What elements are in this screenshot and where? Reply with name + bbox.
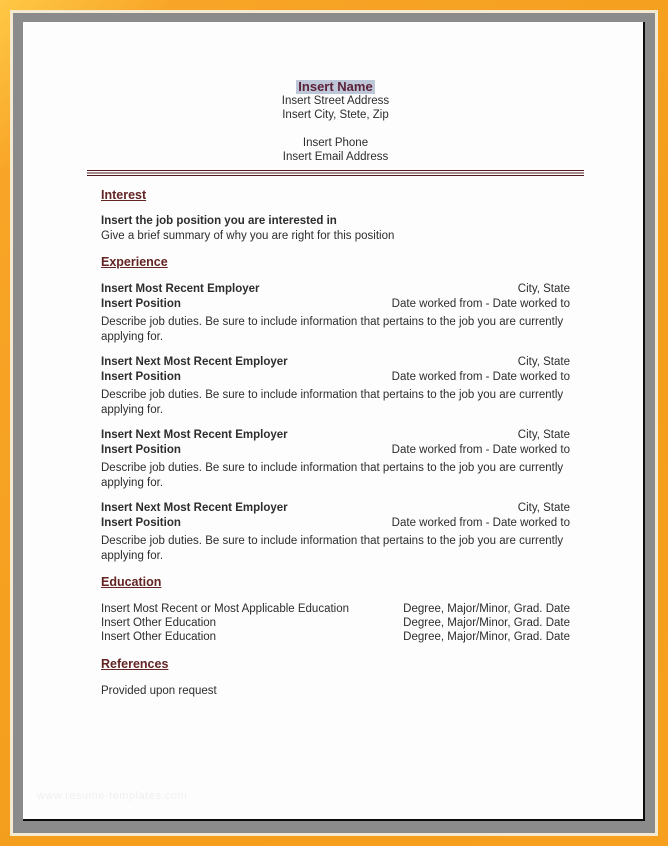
education-degree-info: Degree, Major/Minor, Grad. Date [403,617,570,629]
section-title-references: References [101,657,169,671]
experience-entry [101,355,570,418]
experience-entry [101,501,570,564]
city-state-zip-line: Insert City, Stete, Zip [282,109,389,121]
gray-mat-frame [13,13,655,833]
references-text: Provided upon request [101,685,217,697]
employer-row [101,501,570,516]
employer-row [101,355,570,370]
section-title-interest: Interest [101,188,147,202]
education-row [101,602,570,616]
position-title: Insert Position [101,517,181,529]
employer-location: City, State [517,502,570,514]
dates-worked: Date worked from - Date worked to [391,371,570,383]
position-row [101,297,570,312]
dates-worked: Date worked from - Date worked to [391,444,570,456]
education-name: Insert Other Education [101,617,217,629]
education-row [101,616,570,630]
interest-summary-line: Give a brief summary of why you are right for this position [101,230,395,242]
experience-entry [101,282,570,345]
employer-row [101,282,570,297]
education-row [101,630,570,644]
employer-name: Insert Next Most Recent Employer [101,356,288,368]
watermark-text: www.resume-templates.com [37,790,188,802]
email-line: Insert Email Address [282,151,389,163]
dates-worked: Date worked from - Date worked to [391,298,570,310]
education-name: Insert Most Recent or Most Applicable Education [101,603,350,615]
education-degree-info: Degree, Major/Minor, Grad. Date [403,603,570,615]
employer-name: Insert Most Recent Employer [101,283,260,295]
street-address-line: Insert Street Address [281,95,390,107]
interest-position-line: Insert the job position you are interested in [101,215,337,227]
header-spacer [101,122,570,136]
position-row [101,516,570,531]
position-row [101,443,570,458]
double-rule-divider [87,170,584,176]
section-title-education: Education [101,575,162,589]
name-line [101,80,570,94]
phone-line: Insert Phone [302,137,369,149]
position-title: Insert Position [101,444,181,456]
employer-name: Insert Next Most Recent Employer [101,429,288,441]
education-rows [101,602,570,644]
interest-block [101,214,570,244]
dates-worked: Date worked from - Date worked to [391,517,570,529]
resume-page [23,22,645,821]
section-title-experience: Experience [101,255,168,269]
name-highlight: Insert Name [298,79,373,94]
position-title: Insert Position [101,298,181,310]
employer-name: Insert Next Most Recent Employer [101,502,288,514]
job-duties-description: Describe job duties. Be sure to include information that pertains to the job you are currently applying for. [101,535,564,562]
education-name: Insert Other Education [101,631,217,643]
resume-header [101,80,570,164]
experience-entry [101,428,570,491]
job-duties-description: Describe job duties. Be sure to include information that pertains to the job you are currently applying for. [101,462,564,489]
education-degree-info: Degree, Major/Minor, Grad. Date [403,631,570,643]
employer-location: City, State [517,283,570,295]
job-duties-description: Describe job duties. Be sure to include information that pertains to the job you are currently applying for. [101,316,564,343]
job-duties-description: Describe job duties. Be sure to include information that pertains to the job you are currently applying for. [101,389,564,416]
employer-location: City, State [517,356,570,368]
position-row [101,370,570,385]
employer-location: City, State [517,429,570,441]
cream-inner-frame [10,10,658,836]
position-title: Insert Position [101,371,181,383]
employer-row [101,428,570,443]
